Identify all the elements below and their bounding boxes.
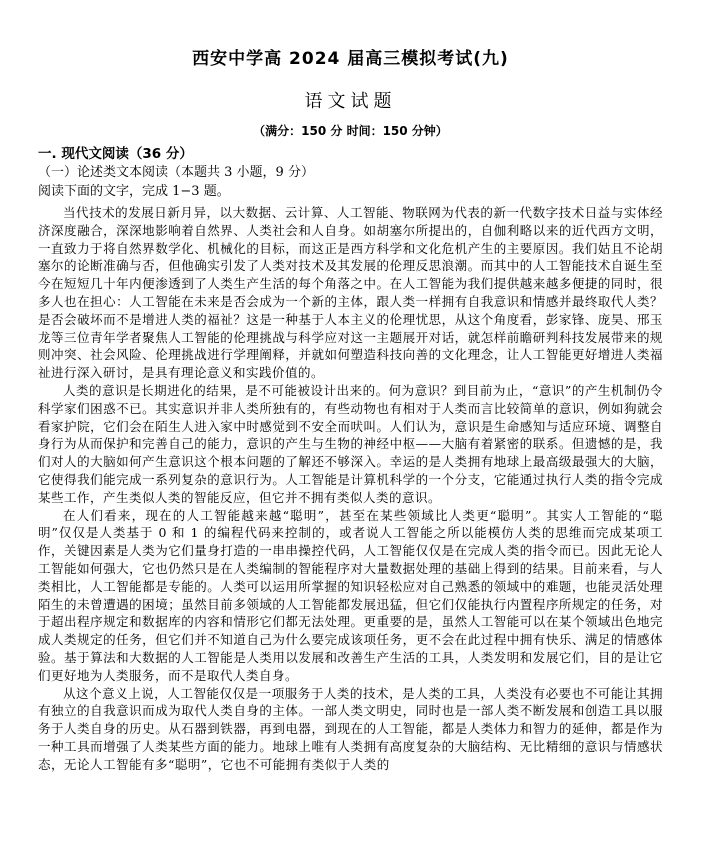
reading-passage: [38, 204, 663, 774]
passage-paragraph-3: 在人们看来，现在的人工智能越来越“聪明”，甚至在某些领域比人类更“聪明”。其实人工智能的“聪明”仅仅是人类基于 0 和 1 的编程代码来控制的，或者说人工智能之所以能模仿人类的思维而完成某项工作，关键因素是人类为它们量身打造的一串串操控代码，人工智能仅仅是在完成人类的指令而已。因此无论人工智能如何强大，它也仍然只是在人类编制的智能程序对大量数据处理的基础上得到的结果。目前来看，与人类相比，人工智能都是专能的。人类可以运用所掌握的知识轻松应对自己熟悉的领域中的难题，也能灵活处理陌生的未曾遭遇的困境；虽然目前多领域的人工智能都发展迅猛，但它们仅能执行内置程序所规定的任务，对于超出程序规定和数据库的内容和情形它们都无法处理。更重要的是，虽然人工智能可以在某个领域出色地完成人类规定的任务，但它们并不知道自己为什么要完成该项任务，更不会在此过程中拥有快乐、满足的情感体验。基于算法和大数据的人工智能是人类用以发展和改善生产生活的工具，人类发明和发展它们，目的是让它们更好地为人类服务，而不是取代人类自身。: [38, 507, 663, 683]
paper-subtitle: 语文试题: [304, 91, 397, 112]
exam-score-time: （满分：150 分 时间：150 分钟）: [253, 124, 448, 138]
passage-paragraph-2: 人类的意识是长期进化的结果，是不可能被设计出来的。何为意识？到目前为止，“意识”的产生机制仍令科学家们困惑不已。其实意识并非人类所独有的，有些动物也有相对于人类而言比较简单的意识，例如狗就会看家护院，它们会在陌生人进入家中时感觉到不安全而吠叫。人们认为，意识是生命感知与适应环境、调整自身行为从而保护和完善自己的能力，意识的产生与生物的神经中枢——大脑有着紧密的联系。但遗憾的是，我们对人的大脑如何产生意识这个根本问题的了解还不够深入。幸运的是人类拥有地球上最高级最强大的大脑，它使得我们能完成一系列复杂的意识行为。人工智能是计算机科学的一个分支，它能通过执行人类的指令完成某些工作，产生类似人类的智能反应，但它并不拥有类似人类的意识。: [38, 382, 663, 505]
passage-paragraph-4: 从这个意义上说，人工智能仅仅是一项服务于人类的技术，是人类的工具，人类没有必要也不可能让其拥有独立的自我意识而成为取代人类自身的主体。一部人类文明史，同时也是一部人类不断发展和创造工具以服务于人类自身的历史。从石器到铁器，再到电器，到现在的人工智能，都是人类体力和智力的延伸，都是作为一种工具而增强了人类某些方面的能力。地球上唯有人类拥有高度复杂的大脑结构、无比精细的意识与情感状态，无论人工智能有多“聪明”，它也不可能拥有类似于人类的: [38, 685, 663, 772]
passage-paragraph-1: 当代技术的发展日新月异，以大数据、云计算、人工智能、物联网为代表的新一代数字技术日益与实体经济深度融合，深深地影响着自然界、人类社会和人自身。如胡塞尔所提出的，自伽利略以来的近代西方文明，一直致力于将自然界数学化、机械化的目标，而这正是西方科学和文化危机产生的主要原因。我们姑且不论胡塞尔的论断准确与否，但他确实引发了人类对技术及其发展的伦理反思浪潮。而其中的人工智能技术自诞生至今在短短几十年内便渗透到了人类生产生活的每个角落之中。在人工智能为我们提供越来越多便捷的同时，很多人也在担心：人工智能在未来是否会成为一个新的主体，跟人类一样拥有自我意识和情感并最终取代人类？是否会破坏而不是增进人类的福祉？这是一种基于人本主义的伦理忧思，从这个角度看，彭家锋、庞昊、邢玉龙等三位青年学者聚焦人工智能的伦理挑战与科学应对这一主题展开对话，就怎样前瞻研判科技发展带来的规则冲突、社会风险、伦理挑战进行学理阐释，并就如何塑造科技向善的文化理念，让人工智能更好增进人类福祉进行深入研讨，是具有理论意义和实践价值的。: [38, 205, 663, 381]
reading-instruction: 阅读下面的文字，完成 1−3 题。: [38, 183, 230, 199]
subsection-heading-argumentative-reading: （一）论述类文本阅读（本题共 3 小题，9 分）: [38, 165, 314, 180]
paper-content: [38, 145, 663, 774]
section-heading-modern-reading: 一. 现代文阅读（36 分）: [38, 146, 193, 162]
exam-title: 西安中学高 2024 届高三模拟考试(九): [192, 49, 509, 69]
